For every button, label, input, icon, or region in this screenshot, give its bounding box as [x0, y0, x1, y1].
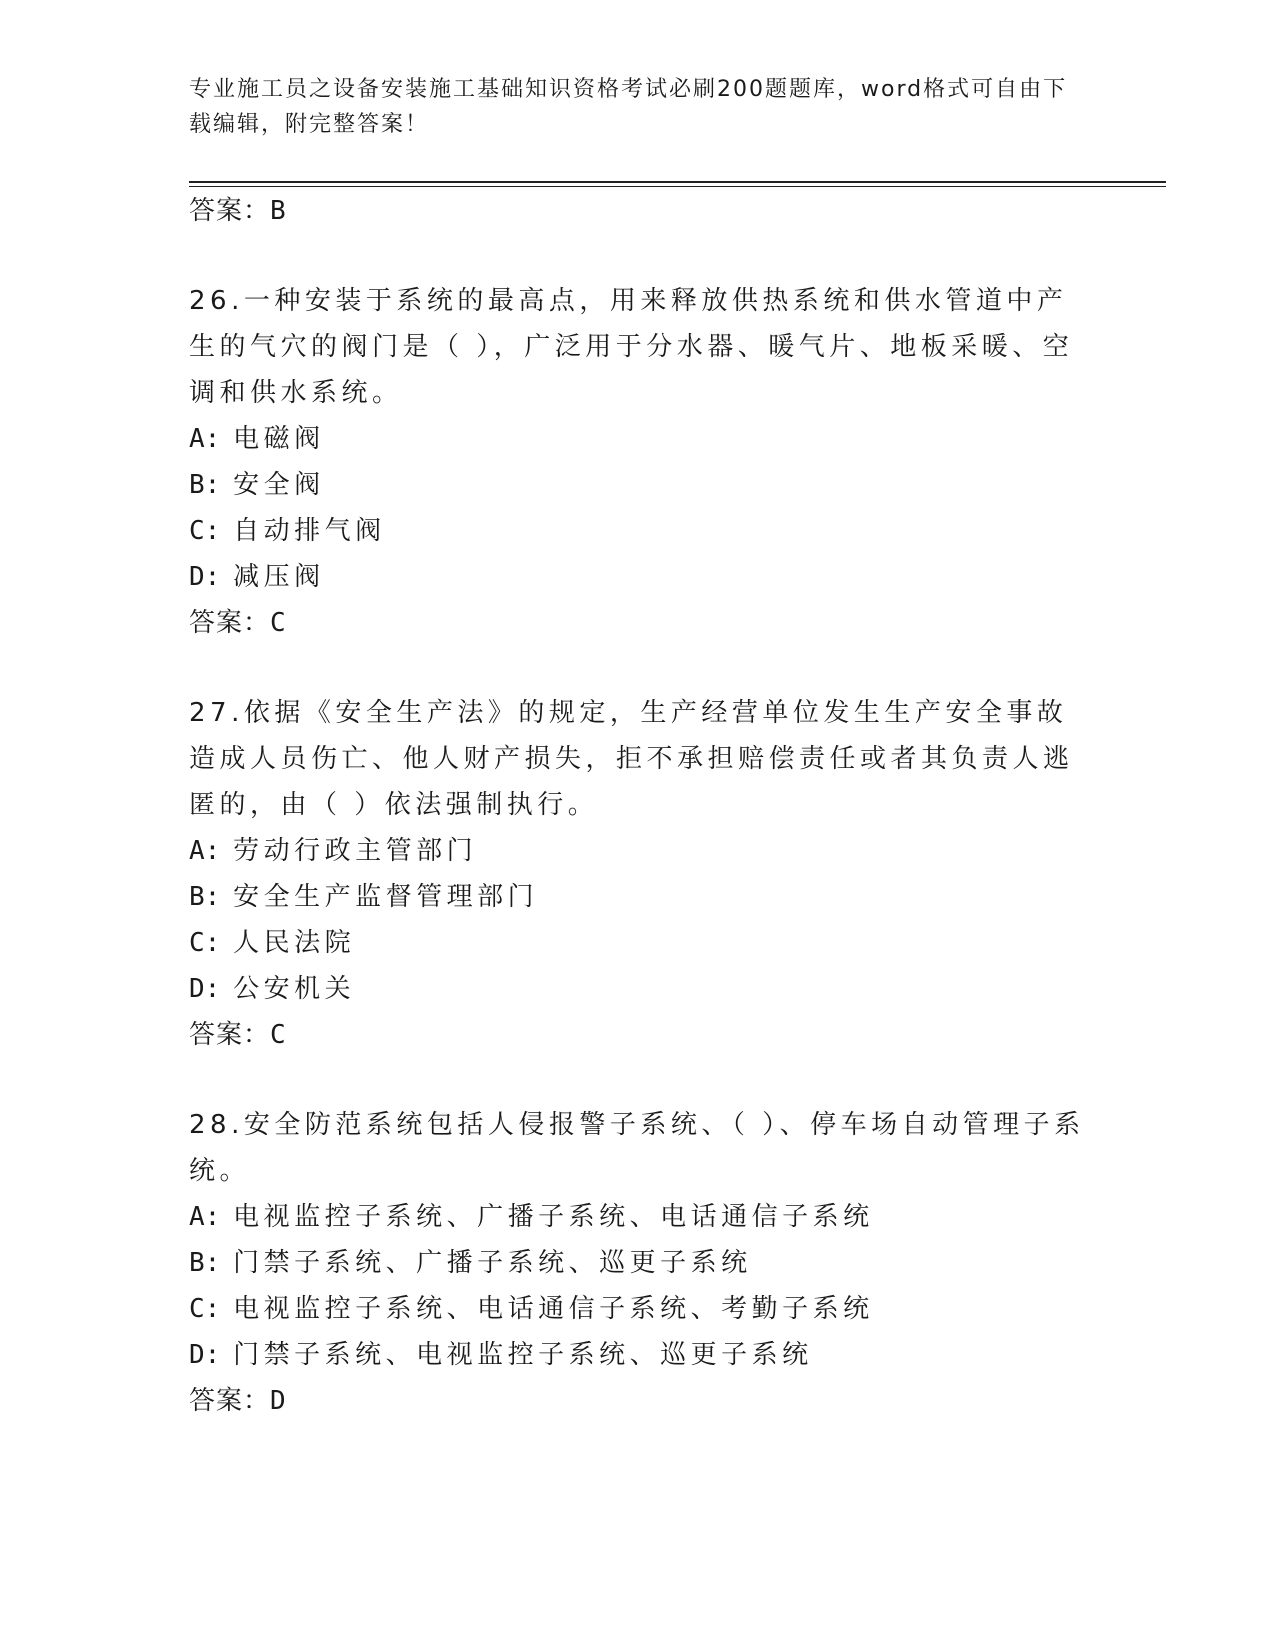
- option-text: 电磁阀: [233, 424, 325, 454]
- option-key: A:: [189, 1202, 221, 1232]
- answer-line: 答案：C: [189, 608, 287, 638]
- option-text: 安全阀: [233, 470, 325, 500]
- option-c: [189, 508, 1089, 554]
- header-divider: [189, 181, 1166, 187]
- option-d: [189, 1332, 1089, 1378]
- option-d: [189, 554, 1089, 600]
- option-key: C:: [189, 928, 221, 958]
- option-key: C:: [189, 516, 221, 546]
- option-key: B:: [189, 1248, 221, 1278]
- option-a: [189, 828, 1089, 874]
- option-text: 自动排气阀: [233, 516, 386, 546]
- option-key: D:: [189, 1340, 221, 1370]
- option-text: 减压阀: [233, 562, 325, 592]
- option-a: [189, 416, 1089, 462]
- option-d: [189, 966, 1089, 1012]
- option-b: [189, 1240, 1089, 1286]
- page-header: 专业施工员之设备安装施工基础知识资格考试必刷200题题库，word格式可自由下载编辑，附完整答案！: [189, 77, 1068, 137]
- option-key: A:: [189, 836, 221, 866]
- option-text: 安全生产监督管理部门: [233, 882, 539, 912]
- answer-line: 答案：D: [189, 1386, 287, 1416]
- option-key: D:: [189, 562, 221, 592]
- option-text: 电视监控子系统、广播子系统、电话通信子系统: [233, 1202, 874, 1232]
- option-b: [189, 874, 1089, 920]
- question-27: [189, 690, 1089, 1058]
- question-stem: 28.安全防范系统包括人侵报警子系统、（ ）、停车场自动管理子系统。: [189, 1110, 1085, 1186]
- option-text: 公安机关: [233, 974, 356, 1004]
- question-list: [189, 188, 1089, 1424]
- option-text: 劳动行政主管部门: [233, 836, 478, 866]
- option-key: B:: [189, 882, 221, 912]
- option-a: [189, 1194, 1089, 1240]
- question-stem: 27.依据《安全生产法》的规定，生产经营单位发生生产安全事故造成人员伤亡、他人财产损失，拒不承担赔偿责任或者其负责人逃匿的，由（ ）依法强制执行。: [189, 698, 1074, 820]
- question-28: [189, 1102, 1089, 1424]
- option-key: D:: [189, 974, 221, 1004]
- option-text: 人民法院: [233, 928, 356, 958]
- question-stem: 26.一种安装于系统的最高点，用来释放供热系统和供水管道中产生的气穴的阀门是（ ），广泛用于分水器、暖气片、地板采暖、空调和供水系统。: [189, 286, 1074, 408]
- answer-line: 答案：B: [189, 196, 287, 226]
- option-text: 门禁子系统、广播子系统、巡更子系统: [233, 1248, 752, 1278]
- option-b: [189, 462, 1089, 508]
- answer-line: 答案：C: [189, 1020, 287, 1050]
- option-text: 门禁子系统、电视监控子系统、巡更子系统: [233, 1340, 813, 1370]
- option-c: [189, 920, 1089, 966]
- question-26: [189, 278, 1089, 646]
- option-key: A:: [189, 424, 221, 454]
- option-c: [189, 1286, 1089, 1332]
- option-key: B:: [189, 470, 221, 500]
- option-key: C:: [189, 1294, 221, 1324]
- option-text: 电视监控子系统、电话通信子系统、考勤子系统: [233, 1294, 874, 1324]
